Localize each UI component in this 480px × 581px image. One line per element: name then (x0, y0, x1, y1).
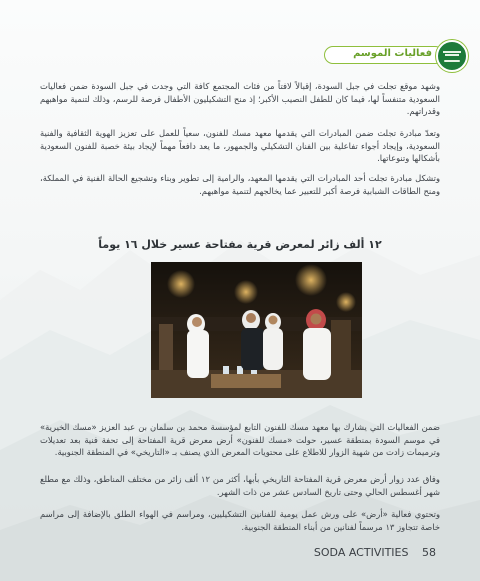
paragraph-1 (40, 80, 440, 118)
page-number: 58 (422, 546, 436, 559)
paragraph-text: وتعدّ مبادرة تجلت ضمن المبادرات التي يقدمها معهد مسك للفنون، سعياً للعمل على تعزيز الهوية الثقافية والفنية السعودية، وإيجاد أجواء تفاعلية بين الفنان التشكيلي والجمهور، ما يعد دافعاً مهماً لإيجاد بيئة خصبة للفنون السعودية بأشكالها وتنوعاتها. (40, 128, 440, 164)
section-heading: ١٢ ألف زائر لمعرض قرية مفتاحة عسير خلال ١٦ يوماً (98, 238, 382, 251)
paragraph-3 (40, 172, 440, 197)
paragraph-2 (40, 127, 440, 165)
paragraph-text: وتشكل مبادرة تجلت أحد المبادرات التي يقدمها المعهد، والرامية إلى تطوير وبناء وتشجيع الحالة الفنية في المملكة، ومنح الطاقات الشبابية فرصة أكبر للتعبير عما يخالجهم لتنمية مواهبهم. (40, 173, 440, 196)
event-photo-illustration (151, 262, 362, 398)
paragraph-text: وشهد موقع تجلت في جبل السودة، إقبالاً لافتاً من فئات المجتمع كافة التي وجدت في جبل السودة ضمن فعاليات السعودية متنفساً لها، فيما كان للطفل النصيب الأكبر؛ إذ منح التشكيليون الأطفال فرصة للرسم، وذلك لتنمية مواهبهم وقدراتهم. (40, 81, 440, 117)
header-title: فعاليات الموسم (353, 48, 432, 59)
event-photo (151, 262, 362, 398)
footer-label: SODA ACTIVITIES (313, 546, 409, 559)
paragraph-text: وتحتوي فعالية «أرض» على ورش عمل يومية للفنانين التشكيليين، ومراسم في الهواء الطلق بالإضافة إلى مراسم خاصة تتجاوز ١٣ مرسماً لفنانين من أبناء المنطقة الجنوبية. (40, 509, 440, 532)
paragraph-text: وفاق عدد زوار أرض معرض قرية المفتاحة التاريخي بأبها، أكثر من ١٢ ألف زائر من مختلف المناطق، وذلك مع مطلع شهر أغسطس الحالي وحتى تاريخ السادس عشر من ذات الشهر. (40, 474, 440, 497)
paragraph-5 (40, 473, 440, 498)
paragraph-6 (40, 508, 440, 533)
saudi-flag-icon (436, 40, 468, 72)
paragraph-4 (40, 421, 440, 459)
paragraph-text: ضمن الفعاليات التي يشارك بها معهد مسك للفنون التابع لمؤسسة محمد بن سلمان بن عبد العزيز «مسك الخيرية» في موسم السودة بمنطقة عسير، حولت «مسك للفنون» أرض معرض قرية المفتاحة إلى تحفة فنية بعد تعديلات وترميمات زادت من شهية الزوار للاطلاع على محتويات المعرض الذي يصنف بـ «التاريخي» في المنطقة الجنوبية. (40, 422, 440, 458)
section-header (300, 40, 468, 68)
page-footer (314, 546, 436, 559)
